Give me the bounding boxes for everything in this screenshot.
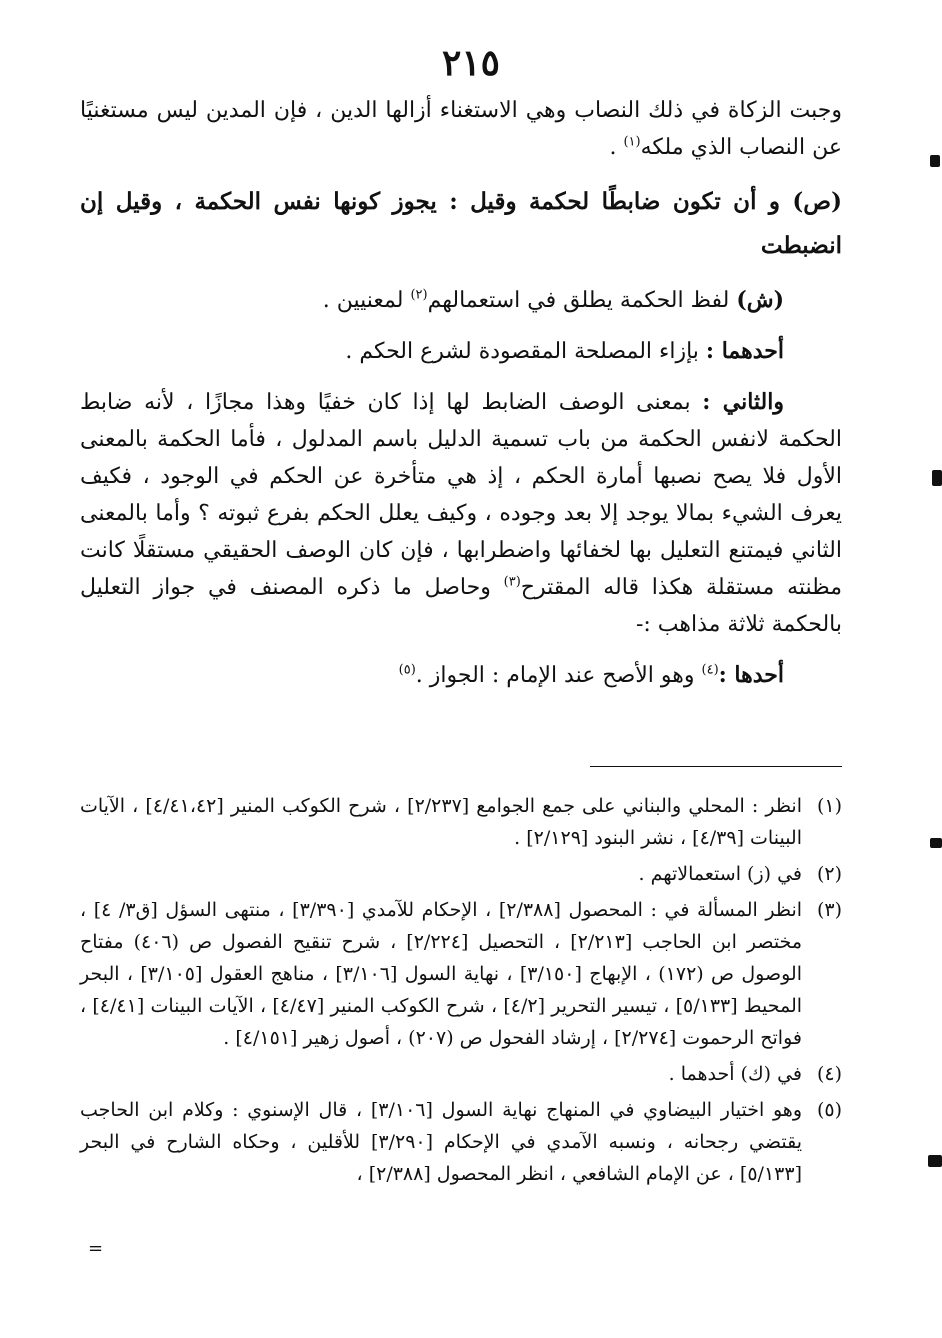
sharh-paragraph — [80, 282, 842, 319]
first-meaning-text: بإزاء المصلحة المقصودة لشرع الحكم . — [345, 339, 706, 364]
footnote-text: وهو اختيار البيضاوي في المنهاج نهاية السول [٣/١٠٦] ، قال الإسنوي : وكلام ابن الحاجب يقتضي رجحانه ، ونسبه الآمدي في الإحكام [٣/٢٩٠] للأقلين ، وحكاه الشارح في البحر [٥/١٣٣] ، عن الإمام الشافعي ، انظر المحصول [٢/٣٨٨] ، — [80, 1099, 802, 1185]
footnote-number: (٢) — [816, 863, 842, 885]
sharh-text-a: لفظ الحكمة يطلق في استعمالهم — [427, 288, 737, 313]
sharh-text-b: لمعنيين . — [322, 288, 411, 313]
paragraph-1-end: . — [609, 135, 624, 160]
footnote-ref-4[interactable]: (٤) — [701, 662, 719, 678]
scan-margin-mark — [930, 155, 940, 167]
footnote-ref-2[interactable]: (٢) — [410, 287, 428, 303]
footnote-text: انظر المسألة في : المحصول [٢/٣٨٨] ، الإحكام للآمدي [٣/٣٩٠] ، منتهى السؤل [ق٣/ ٤] ، مختصر ابن الحاجب [٢/٢١٣] ، التحصيل [٢/٢٢٤] ، شرح تنقيح الفصول ص (٤٠٦) مفتاح الوصول ص (١٧٢) ، الإبهاج [٣/١٥٠] ، نهاية السول [٣/١٠٦] ، مناهج العقول [٣/١٠٥] ، البحر المحيط [٥/١٣٣] ، تيسير التحرير [٤/٢] ، شرح الكوكب المنير [٤/٤٧] ، الآيات البينات [٤/٤١] ، فواتح الرحموت [٢/٢٧٤] ، إرشاد الفحول ص (٢٠٧) ، أصول زهير [٤/١٥١] . — [80, 899, 803, 1049]
main-text — [80, 92, 842, 694]
footnote-2 — [80, 858, 842, 890]
second-meaning-text-b: وحاصل ما ذكره المصنف في جواز التعليل بالحكمة ثلاثة مذاهب :- — [80, 575, 842, 637]
second-meaning-paragraph — [80, 384, 842, 643]
scan-margin-mark — [930, 838, 942, 848]
footnote-1 — [80, 790, 842, 854]
footnote-ref-5[interactable]: (٥) — [398, 662, 416, 678]
footnote-number: (٣) — [816, 899, 842, 921]
footnote-ref-3[interactable]: (٣) — [503, 574, 521, 590]
footnote-separator — [590, 766, 842, 767]
footnote-text: في (ك) أحدهما . — [668, 1063, 802, 1085]
footnote-number: (٥) — [816, 1099, 842, 1121]
footnote-text: في (ز) استعمالاتهم . — [638, 863, 802, 885]
footnotes — [80, 790, 842, 1194]
paragraph-1 — [80, 92, 842, 166]
footnote-5 — [80, 1094, 842, 1190]
scan-margin-mark — [932, 470, 942, 486]
first-opinion-label: أحدها : — [718, 662, 784, 688]
first-opinion-paragraph — [80, 657, 842, 694]
page-number: ٢١٥ — [441, 42, 500, 84]
paragraph-1-text: وجبت الزكاة في ذلك النصاب وهي الاستغناء أزالها الدين ، فإن المدين ليس مستغنيًا عن النصاب الذي ملكه — [80, 98, 842, 160]
footnote-4 — [80, 1058, 842, 1090]
footnote-number: (٤) — [816, 1063, 842, 1085]
second-meaning-label: والثاني : — [702, 389, 784, 415]
sharh-marker: (ش) — [736, 287, 784, 313]
scan-margin-mark — [928, 1155, 942, 1167]
footnote-text: انظر : المحلي والبناني على جمع الجوامع [٢/٢٣٧] ، شرح الكوكب المنير [٤/٤١،٤٢] ، الآيات البينات [٤/٣٩] ، نشر البنود [٢/١٢٩] . — [80, 795, 802, 849]
footnote-ref-1[interactable]: (١) — [623, 134, 641, 150]
first-meaning-label: أحدهما : — [705, 338, 784, 364]
continuation-mark: = — [88, 1238, 104, 1259]
second-meaning-text-a: بمعنى الوصف الضابط لها إذا كان خفيًا وهذا مجازًا ، لأنه ضابط الحكمة لانفس الحكمة من باب تسمية الدليل باسم المدلول ، فأما الحكمة بالمعنى الأول فلا يصح نصبها أمارة الحكم ، إذ هي متأخرة عن الحكم في الوجود ، فكيف يعرف الشيء بمالا يوجد إلا بعد وجوده ، وكيف يعلل الحكم بفرع ثبوته ؟ وأما بالمعنى الثاني فيمتنع التعليل بها لخفائها واضطرابها ، فإن كان الوصف الحقيقي مستقلًا كانت مظنته مستقلة هكذا قاله المقترح — [80, 390, 843, 600]
first-opinion-text: وهو الأصح عند الإمام : الجواز . — [415, 663, 702, 688]
first-meaning-paragraph — [80, 333, 842, 370]
matn-paragraph: (ص) و أن تكون ضابطًا لحكمة وقيل : يجوز كونها نفس الحكمة ، وقيل إن انضبطت — [80, 188, 842, 259]
footnote-number: (١) — [816, 795, 842, 817]
footnote-3 — [80, 894, 842, 1054]
